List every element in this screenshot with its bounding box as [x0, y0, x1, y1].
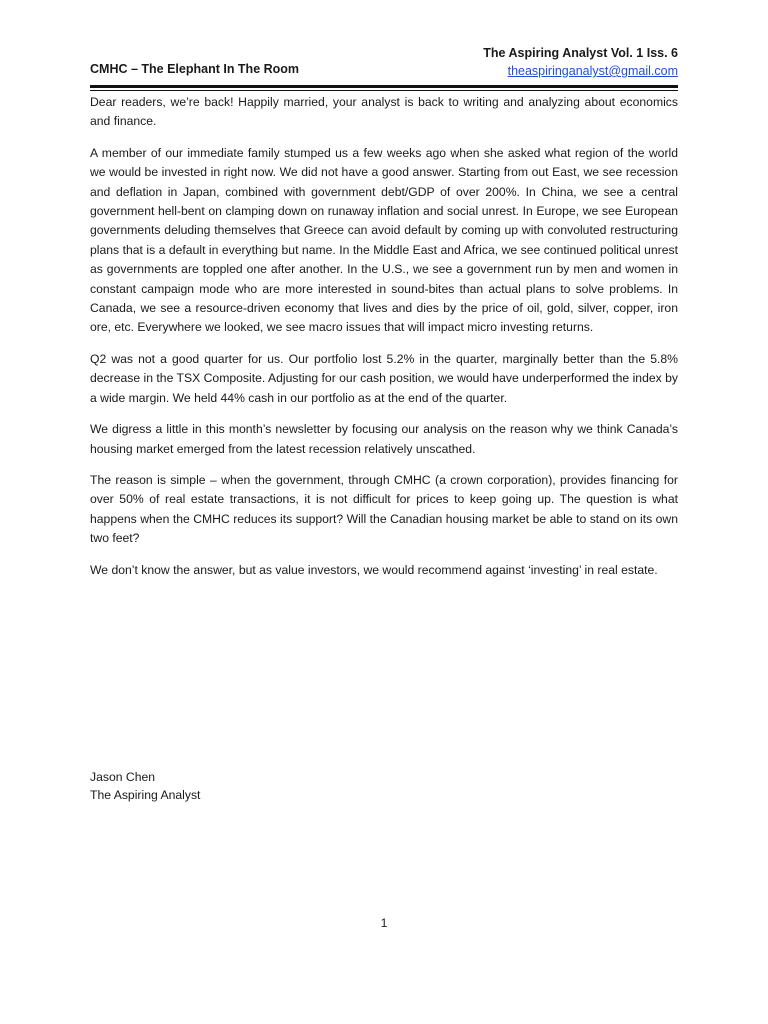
- paragraph: Q2 was not a good quarter for us. Our portfolio lost 5.2% in the quarter, marginally better than the 5.8% decrease in the TSX Composite. Adjusting for our cash position, we would have underperformed the index by a wide margin. We held 44% cash in our portfolio as at the end of the quarter.: [90, 351, 678, 405]
- page-header: [90, 44, 678, 90]
- author-title: The Aspiring Analyst: [90, 788, 201, 802]
- paragraph: Dear readers, we’re back! Happily married, your analyst is back to writing and analyzing about economics and finance.: [90, 95, 678, 129]
- paragraph: A member of our immediate family stumped us a few weeks ago when she asked what region of the world we would be invested in right now. We did not have a good answer. Starting from out East, we see recession and deflation in Japan, combined with government debt/GDP of over 200%. In China, we see a central government hell-bent on clamping down on runaway inflation and social unrest. In Europe, we see European governments deluding themselves that Greece can avoid default by coming up with convoluted restructuring plans that is a default in everything but name. In the Middle East and Africa, we see continued political unrest as governments are toppled one after another. In the U.S., we see a government run by men and women in constant campaign mode who are more interested in sound-bites than actual plans to solve problems. In Canada, we see a resource-driven economy that lives and dies by the price of oil, gold, silver, copper, iron ore, etc. Everywhere we looked, we see macro issues that will impact micro investing returns.: [90, 145, 678, 335]
- article-body: [90, 93, 678, 592]
- paragraph: We don’t know the answer, but as value investors, we would recommend against ‘investing’ in real estate.: [90, 562, 658, 577]
- signature-block: [90, 768, 200, 804]
- email-link[interactable]: theaspiringanalyst@gmail.com: [507, 64, 678, 78]
- header-divider-thick: [90, 85, 678, 88]
- paragraph: The reason is simple – when the government, through CMHC (a crown corporation), provides financing for over 50% of real estate transactions, it is not difficult for prices to keep going up. The question is what happens when the CMHC reduces its support? Will the Canadian housing market be able to stand on its own two feet?: [90, 472, 678, 546]
- page-number: 1: [380, 916, 388, 930]
- header-divider-thin: [90, 90, 678, 91]
- author-name: Jason Chen: [90, 770, 156, 784]
- publication-name: The Aspiring Analyst Vol. 1 Iss. 6: [483, 46, 678, 60]
- paragraph: We digress a little in this month’s newsletter by focusing our analysis on the reason why we think Canada’s housing market emerged from the latest recession relatively unscathed.: [90, 422, 678, 456]
- article-title: CMHC – The Elephant In The Room: [90, 62, 300, 76]
- publication-info: [483, 44, 678, 80]
